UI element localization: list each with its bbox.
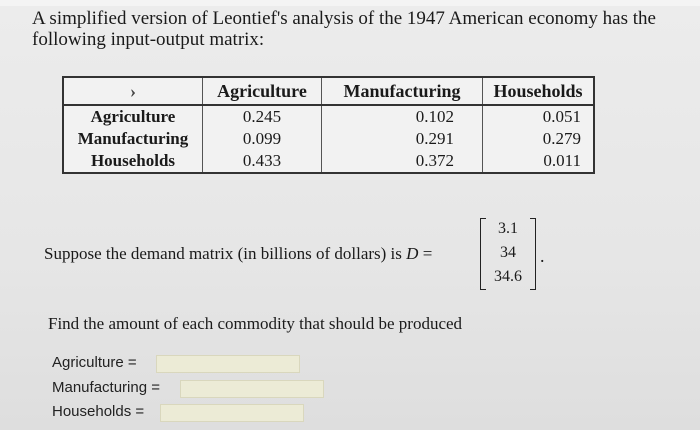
households-answer-input[interactable] xyxy=(160,404,304,422)
table-cell: 0.372 xyxy=(322,150,483,173)
demand-value: 3.1 xyxy=(498,220,518,237)
col-header-manufacturing: Manufacturing xyxy=(322,77,483,105)
demand-value: 34 xyxy=(500,244,516,261)
demand-symbol: D xyxy=(406,244,419,263)
matrix-header-row xyxy=(63,77,594,105)
table-cell: 0.051 xyxy=(483,105,595,128)
question-intro: A simplified version of Leontief's analysis of the 1947 American economy has the following input-output matrix: xyxy=(32,8,656,50)
table-row xyxy=(63,128,594,150)
manufacturing-answer-input[interactable] xyxy=(180,380,324,398)
right-bracket xyxy=(530,218,536,290)
row-header-households: Households xyxy=(63,150,203,173)
table-cell: 0.245 xyxy=(203,105,322,128)
table-cell: 0.099 xyxy=(203,128,322,150)
row-header-agriculture: Agriculture xyxy=(63,105,203,128)
answer-label-households: Households = xyxy=(52,403,145,420)
answer-label-agriculture: Agriculture = xyxy=(52,354,137,371)
table-cell: 0.291 xyxy=(322,128,483,150)
top-strip xyxy=(0,0,700,6)
table-cell: 0.011 xyxy=(483,150,595,173)
demand-text: Suppose the demand matrix (in billions of dollars) is xyxy=(44,244,402,263)
equals-sign: = xyxy=(422,244,433,263)
matrix-corner-cell: › xyxy=(63,77,203,105)
table-cell: 0.279 xyxy=(483,128,595,150)
left-bracket xyxy=(480,218,486,290)
table-cell: 0.102 xyxy=(322,105,483,128)
find-prompt: Find the amount of each commodity that should be produced xyxy=(48,314,463,333)
col-header-households: Households xyxy=(483,77,595,105)
table-row xyxy=(63,150,594,173)
answer-label-manufacturing: Manufacturing = xyxy=(52,379,160,396)
table-cell: 0.433 xyxy=(203,150,322,173)
demand-value: 34.6 xyxy=(494,268,522,285)
input-output-matrix xyxy=(62,76,595,174)
col-header-agriculture: Agriculture xyxy=(203,77,322,105)
table-row xyxy=(63,105,594,128)
row-header-manufacturing: Manufacturing xyxy=(63,128,203,150)
demand-vector xyxy=(480,218,536,290)
demand-statement xyxy=(44,244,432,264)
agriculture-answer-input[interactable] xyxy=(156,355,300,373)
sentence-period: . xyxy=(540,246,545,266)
